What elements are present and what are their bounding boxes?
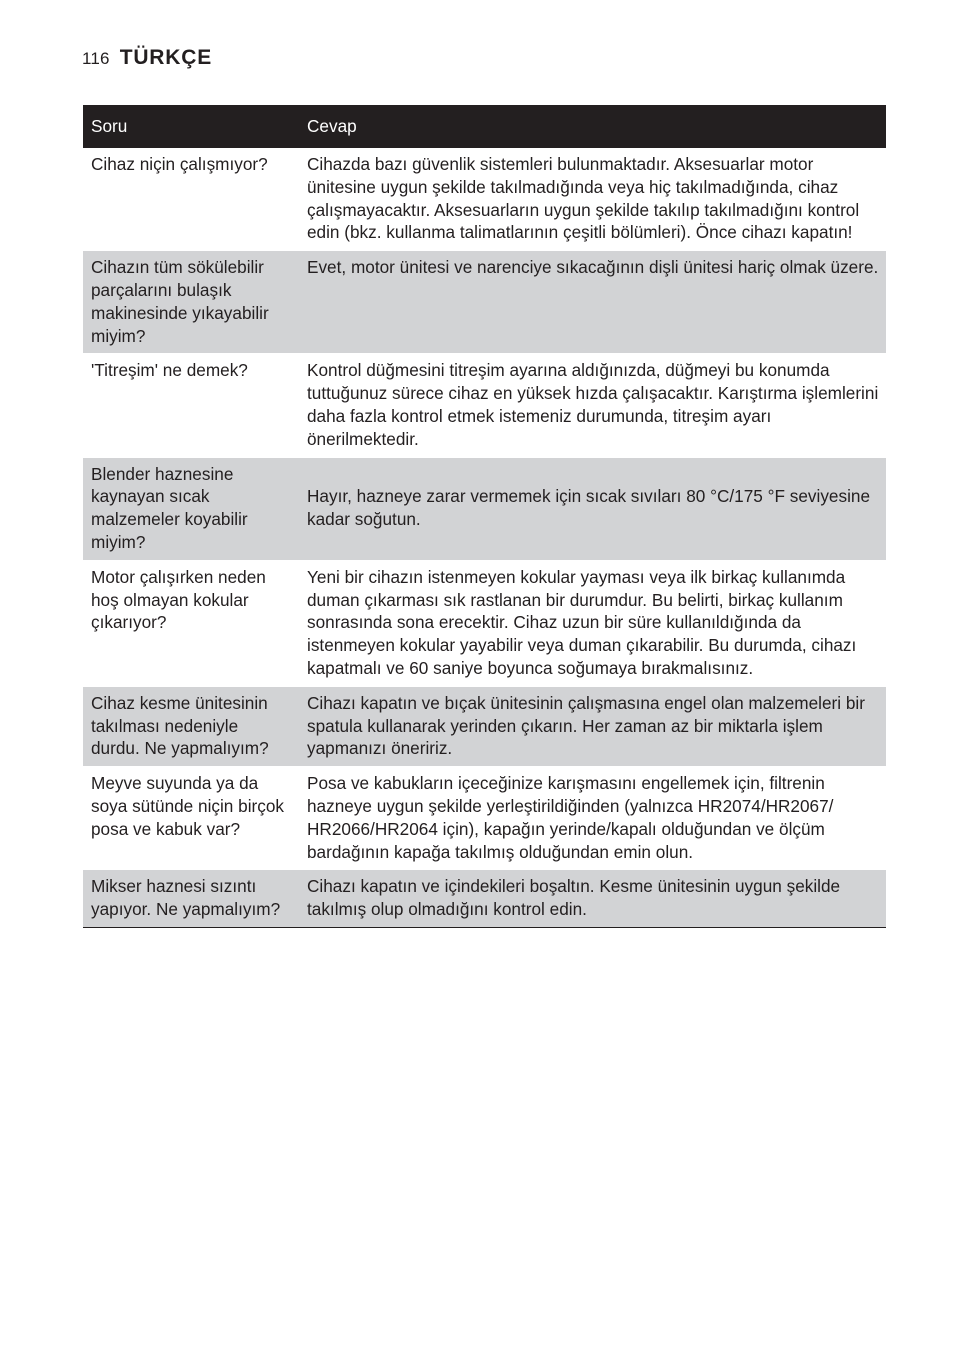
table-row — [83, 457, 886, 560]
table-header-row — [83, 105, 886, 148]
answer-cell: Posa ve kabukların içeceğinize karışmasını engellemek için, filtrenin hazneye uygun şekilde yerleştirildiğinden (yalnızca HR2074/HR2067/ HR2066/HR2064 için), kapağın yerinde/kapalı olduğundan ve ölçüm bardağının kapağa takılmış olduğundan emin olun. — [299, 767, 886, 870]
column-header-answer: Cevap — [299, 105, 886, 148]
faq-table — [83, 105, 886, 928]
table-row — [83, 686, 886, 766]
answer-cell: Cihazı kapatın ve içindekileri boşaltın. Kesme ünitesinin uygun şekilde takılmış olup olmadığını kontrol edin. — [299, 870, 886, 928]
section-title: TÜRKÇE — [119, 46, 212, 69]
answer-cell: Kontrol düğmesini titreşim ayarına aldığınızda, düğmeyi bu konumda tuttuğunuz sürece cihaz en yüksek hızda çalışacaktır. Karıştırma işlemlerini daha fazla kontrol etmek istemeniz durumunda, titreşim ayarı önerilmektedir. — [299, 354, 886, 457]
question-cell: Mikser haznesi sızıntı yapıyor. Ne yapmalıyım? — [83, 870, 299, 928]
answer-cell: Cihazda bazı güvenlik sistemleri bulunmaktadır. Aksesuarlar motor ünitesine uygun şekilde takılmadığında veya hiç takılmadığında, cihaz çalışmayacaktır. Aksesuarların uygun şekilde takılıp takılmadığını kontrol edin (bkz. kullanma talimatlarının çeşitli bölümleri). Önce cihazı kapatın! — [299, 148, 886, 251]
question-cell: Meyve suyunda ya da soya sütünde niçin birçok posa ve kabuk var? — [83, 767, 299, 870]
answer-cell: Hayır, hazneye zarar vermemek için sıcak sıvıları 80 °C/175 °F seviyesine kadar soğutun. — [299, 457, 886, 560]
table-row — [83, 354, 886, 457]
question-cell: 'Titreşim' ne demek? — [83, 354, 299, 457]
answer-cell: Yeni bir cihazın istenmeyen kokular yayması veya ilk birkaç kullanımda duman çıkarması sık rastlanan bir durumdur. Bu belirti, birkaç kullanım sonrasında sona erecektir. Cihaz uzun bir süre kullanıldığında da istenmeyen kokular yayabilir veya duman çıkarabilir. Bu durumda, cihazı kapatmalı ve 60 saniye boyunca soğumaya bırakmalısınız. — [299, 560, 886, 686]
answer-cell: Evet, motor ünitesi ve narenciye sıkacağının dişli ünitesi hariç olmak üzere. — [299, 251, 886, 354]
table-row — [83, 251, 886, 354]
question-cell: Cihazın tüm sökülebilir parçalarını bulaşık makinesinde yıkayabilir miyim? — [83, 251, 299, 354]
question-cell: Blender haznesine kaynayan sıcak malzemeler koyabilir miyim? — [83, 457, 299, 560]
question-cell: Cihaz kesme ünitesinin takılması nedeniyle durdu. Ne yapmalıyım? — [83, 686, 299, 766]
answer-cell: Cihazı kapatın ve bıçak ünitesinin çalışmasına engel olan malzemeleri bir spatula kullanarak yerinden çıkarın. Her zaman az bir miktarla işlem yapmanızı öneririz. — [299, 686, 886, 766]
table-row — [83, 767, 886, 870]
page-header — [82, 46, 212, 70]
table-row — [83, 870, 886, 928]
page-number: 116 — [82, 49, 110, 68]
question-cell: Cihaz niçin çalışmıyor? — [83, 148, 299, 251]
column-header-question: Soru — [83, 105, 299, 148]
question-cell: Motor çalışırken neden hoş olmayan kokular çıkarıyor? — [83, 560, 299, 686]
table-row — [83, 560, 886, 686]
table-row — [83, 148, 886, 251]
